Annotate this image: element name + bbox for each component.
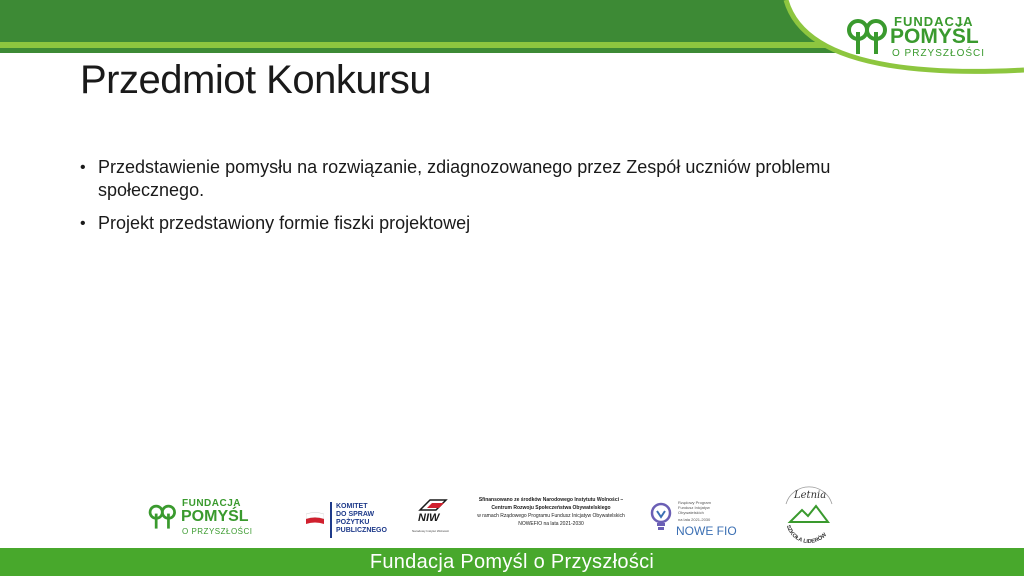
header-logo-line1: FUNDACJA xyxy=(894,14,974,29)
bullet-item xyxy=(80,156,900,202)
bullet-text: Przedstawienie pomysłu na rozwiązanie, zdiagnozowanego przez Zespół uczniów problemu społecznego. xyxy=(98,157,831,200)
niw-logo xyxy=(412,498,452,538)
nowe-fio-logo xyxy=(650,500,737,540)
fundacja-footer-line1: FUNDACJA xyxy=(182,498,241,509)
fio-small2: Fundusz Inicjatyw xyxy=(678,505,710,510)
bullet-dot: • xyxy=(80,159,86,176)
bullet-item xyxy=(80,212,900,235)
fundacja-logo-icon xyxy=(148,498,178,536)
fio-small1: Rządowy Program xyxy=(678,500,711,505)
bullet-dot: • xyxy=(80,215,86,232)
funding-line3: w ramach Rządowego Programu Fundusz Inicjatyw Obywatelskich xyxy=(477,513,625,519)
funding-line1: Sfinansowano ze środków Narodowego Instytutu Wolności – xyxy=(478,497,624,503)
komitet-divider xyxy=(330,502,332,538)
header-logo-line3: O PRZYSZŁOŚCI xyxy=(892,48,986,59)
slide-title: Przedmiot Konkursu xyxy=(80,58,432,102)
footer-bar xyxy=(0,548,1024,576)
fundacja-footer-logo xyxy=(148,494,258,540)
funding-line2: Centrum Rozwoju Społeczeństwa Obywatelskiego xyxy=(491,505,611,511)
poland-flag-icon xyxy=(306,512,324,526)
footer-logos xyxy=(0,486,1024,546)
funding-text xyxy=(468,496,634,528)
fio-small3: Obywatelskich xyxy=(678,510,704,515)
komitet-logo xyxy=(306,502,386,538)
footer-text: Fundacja Pomyśl o Przyszłości xyxy=(369,551,655,573)
szkola-script: Letnia xyxy=(794,490,827,501)
funding-line4: NOWEFIO na lata 2021-2030 xyxy=(518,521,584,527)
bullet-text: Projekt przedstawiony formie fiszki projektowej xyxy=(98,213,471,233)
fio-small4: na lata 2021-2030 xyxy=(678,517,711,522)
komitet-line2: DO SPRAW xyxy=(336,511,375,518)
komitet-line3: POŻYTKU xyxy=(336,519,370,526)
niw-caption: Narodowy Instytut Wolności xyxy=(412,529,449,533)
header-logo xyxy=(842,12,1010,60)
fundacja-footer-line3: O PRZYSZŁOŚCI xyxy=(182,527,253,536)
komitet-line4: PUBLICZNEGO xyxy=(336,527,387,534)
fundacja-logo-icon xyxy=(846,18,890,56)
niw-mark: NIW xyxy=(418,512,440,524)
fio-big: NOWE FIO xyxy=(676,524,737,538)
szkola-arc-text: SZKOŁA LIDERÓW xyxy=(784,524,829,546)
fundacja-footer-line2: POMYŚL xyxy=(181,508,249,525)
komitet-line1: KOMITET xyxy=(336,503,368,510)
header-logo-line2: POMYŚL xyxy=(890,25,979,48)
lightbulb-icon xyxy=(650,502,672,534)
szkola-liderow-logo xyxy=(776,486,842,546)
svg-text:SZKOŁA LIDERÓW xyxy=(785,524,829,545)
bullet-list xyxy=(80,156,900,245)
